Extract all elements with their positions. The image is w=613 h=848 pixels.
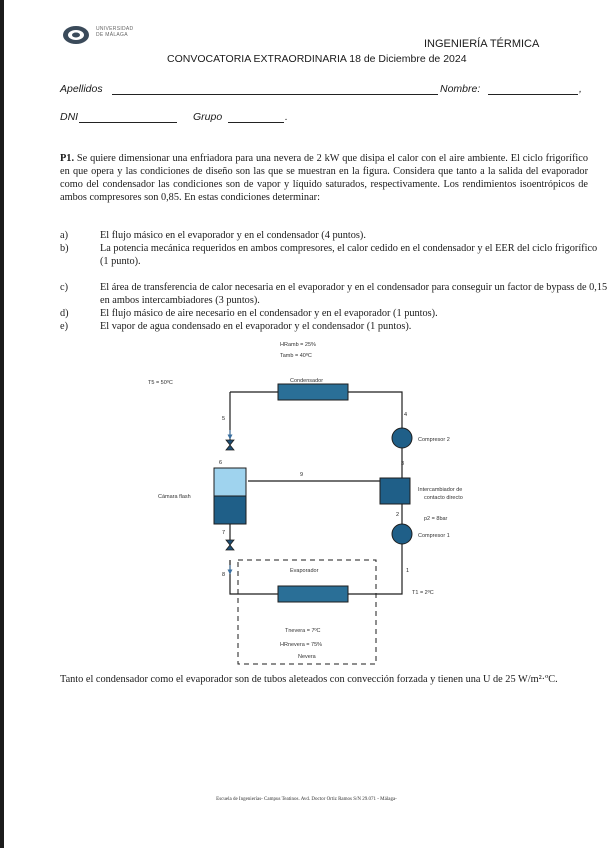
problem-text: Se quiere dimensionar una enfriadora para una nevera de 2 kW que disipa el calor con el aire ambiente. El ciclo frigorífico en que opera y las condiciones de diseño son las que se muestran en la figura. Considera que tanto a la salida del evaporador como del condensador las condiciones son de vapor y líquido saturados, respectivamente. Los rendimientos isoentrópicos de ambos compresores son 0,85. En estas condiciones determinar:: [60, 153, 588, 204]
question-c: c) El área de transferencia de calor necesaria en el evaporador y en el condensador para conseguir un factor de bypass de 0,15 en ambos intercambiadores (3 puntos).: [60, 282, 608, 307]
compresor-2-label: Compresor 2: [418, 437, 450, 443]
flash-chamber-vapor: [214, 468, 246, 496]
nombre-end: ,: [579, 83, 582, 95]
node-4: 4: [404, 412, 408, 418]
intercambiador-label-2: contacto directo: [424, 495, 463, 501]
node-3: 3: [401, 461, 405, 467]
closing-text: Tanto el condensador como el evaporador son de tubos aleteados con convección forzada y tienen una U de 25 W/m²·ºC.: [60, 674, 558, 685]
university-logo-icon: [62, 24, 90, 46]
p2-label: p2 = 8bar: [424, 516, 448, 522]
node-7: 7: [222, 530, 226, 536]
camara-flash-label: Cámara flash: [158, 494, 191, 500]
pipe-8: [230, 560, 278, 594]
node-6: 6: [219, 460, 223, 466]
evaporador-label: Evaporador: [290, 568, 319, 574]
node-9: 9: [300, 472, 304, 478]
grupo-line[interactable]: [228, 122, 284, 123]
pipe-1: [348, 544, 402, 594]
problem-label: P1.: [60, 153, 75, 164]
t-nevera-label: Tnevera = 7ºC: [285, 628, 321, 634]
compresor-1: [392, 524, 412, 544]
question-b: b) La potencia mecánica requeridos en ambos compresores, el calor cedido en el condensador y el EER del ciclo frigorífico (1 punto).: [60, 243, 598, 268]
dni-label: DNI: [60, 111, 79, 123]
dni-line[interactable]: [79, 122, 177, 123]
university-name: UNIVERSIDAD DE MÁLAGA: [96, 26, 134, 38]
intercambiador-label-1: Intercambiador de: [418, 487, 463, 493]
nombre-line[interactable]: [488, 94, 578, 95]
nevera-label: Nevera: [298, 654, 316, 660]
hr-nevera-label: HRnevera = 75%: [280, 642, 323, 648]
hr-amb-label: HRamb = 25%: [280, 342, 316, 348]
scan-edge: [0, 0, 4, 848]
valve-lower-icon: [226, 540, 234, 550]
compresor-1-label: Compresor 1: [418, 533, 450, 539]
compresor-2: [392, 428, 412, 448]
course-title: INGENIERÍA TÉRMICA: [424, 38, 540, 50]
apellidos-line[interactable]: [112, 94, 438, 95]
question-e: e) El vapor de agua condensado en el evaporador y el condensador (1 puntos).: [60, 321, 412, 332]
node-1: 1: [406, 568, 410, 574]
convocatoria-title: CONVOCATORIA EXTRAORDINARIA 18 de Diciembre de 2024: [167, 53, 467, 65]
condensador-label: Condensador: [290, 378, 324, 384]
t-amb-label: Tamb = 40ºC: [280, 353, 312, 359]
pipe-4: [348, 392, 402, 428]
t1-label: T1 = 2ºC: [412, 590, 434, 596]
flash-chamber-liquid: [214, 496, 246, 524]
node-2: 2: [396, 512, 400, 518]
t5-label: T5 = 50ºC: [148, 380, 173, 386]
intercambiador-contacto: [380, 478, 410, 504]
evaporador: [278, 586, 348, 602]
node-5: 5: [222, 416, 226, 422]
question-d: d) El flujo másico de aire necesario en el condensador y en el evaporador (1 puntos).: [60, 308, 438, 319]
problem-statement: [60, 152, 588, 204]
condensador: [278, 384, 348, 400]
apellidos-label: Apellidos: [60, 83, 103, 95]
footer: Escuela de Ingenierías- Campus Teatinos. Avd. Doctor Ortiz Ramos S/N 29.071 - Málaga-: [216, 797, 397, 802]
grupo-label: Grupo: [193, 111, 223, 123]
nombre-label: Nombre:: [440, 83, 481, 95]
node-8: 8: [222, 572, 226, 578]
nevera-boundary: [238, 560, 376, 664]
question-a: a) El flujo másico en el evaporador y en el condensador (4 puntos).: [60, 230, 366, 241]
refrigeration-cycle-diagram: [140, 340, 500, 672]
grupo-end: .: [285, 111, 288, 123]
valve-upper-icon: [226, 440, 234, 450]
